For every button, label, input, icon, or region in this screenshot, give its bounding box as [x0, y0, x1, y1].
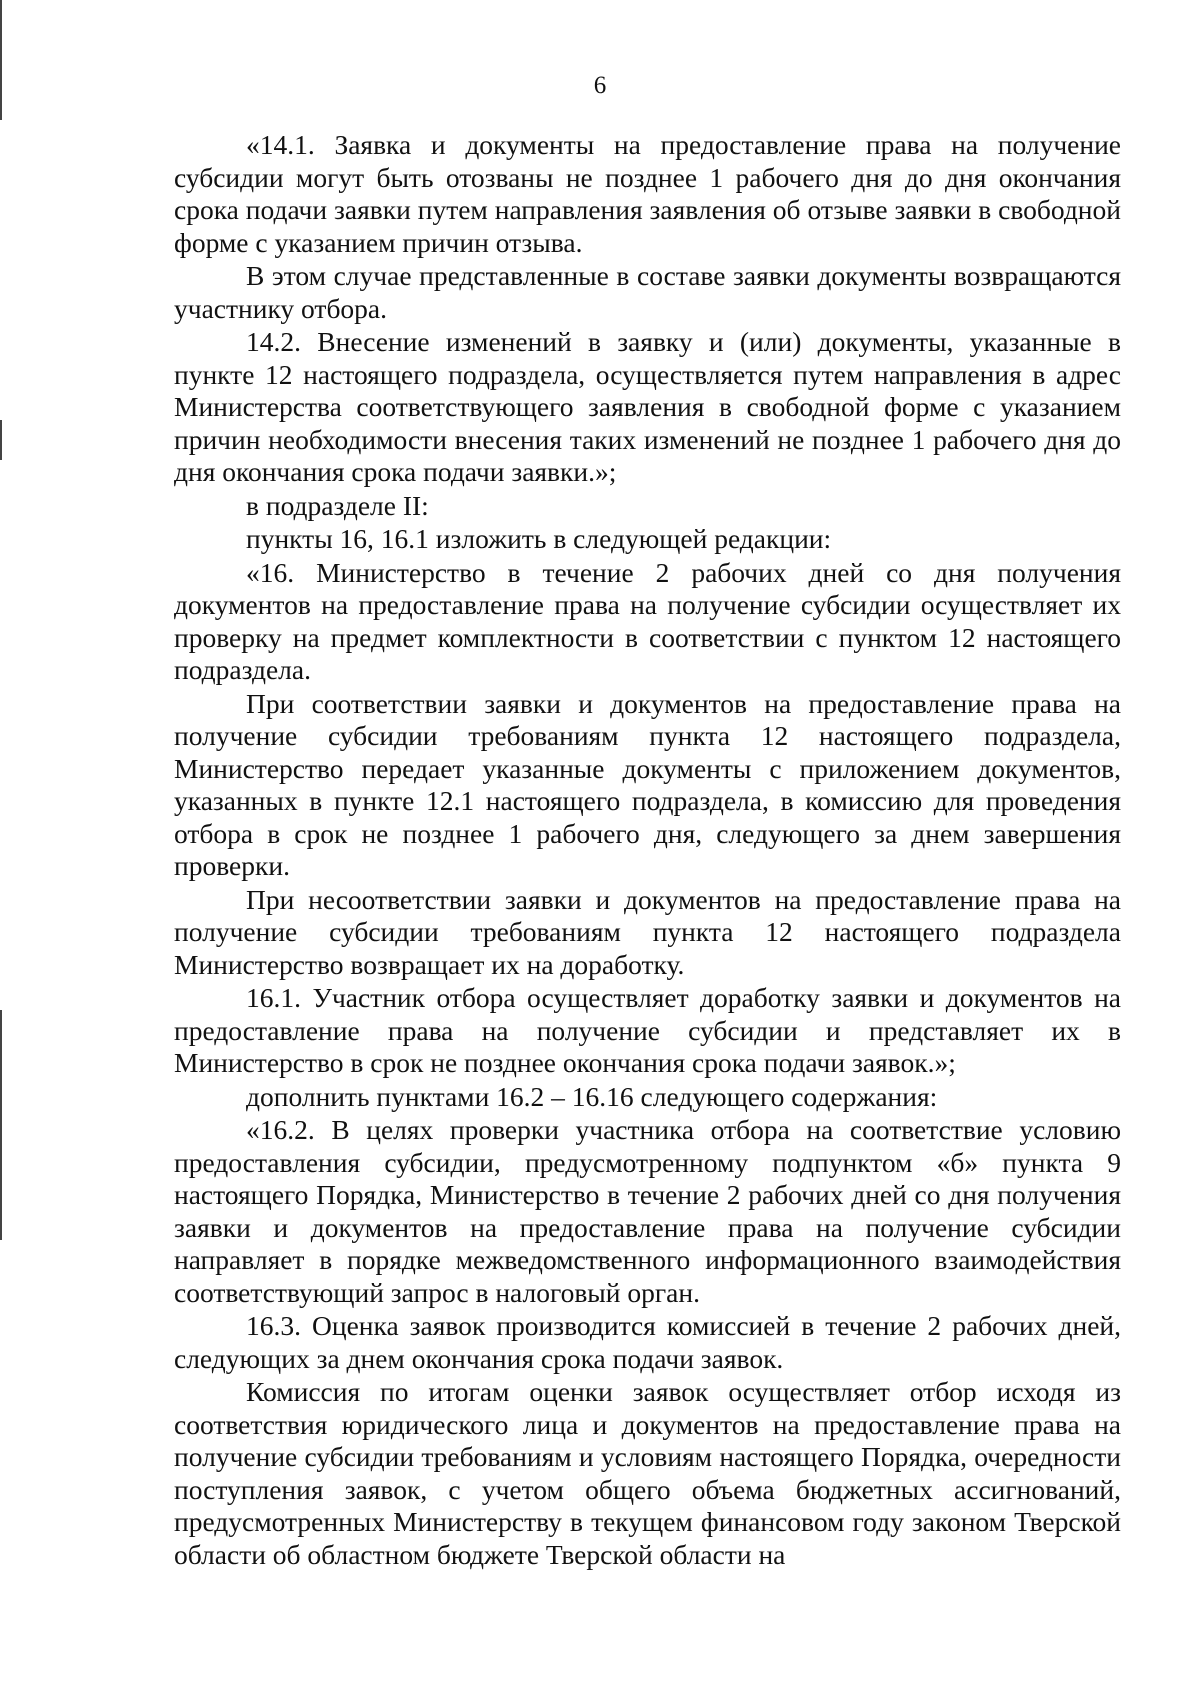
- paragraph-16-compliance: При соответствии заявки и документов на предоставление права на получение субсидии требованиям пункта 12 настоящего подраздела, Министерство передает указанные документы с приложением документов, указанных в пункте 12.1 настоящего подраздела, в комиссию для проведения отбора в срок не позднее 1 рабочего дня, следующего за днем завершения проверки.: [174, 687, 1121, 881]
- document-body: [174, 129, 1121, 1572]
- paragraph-16-2: «16.2. В целях проверки участника отбора на соответствие условию предоставления субсидии, предусмотренному подпунктом «б» пункта 9 настоящего Порядка, Министерство в течение 2 рабочих дней со дня получения заявки и документов на предоставление права на получение субсидии направляет в порядке межведомственного информационного взаимодействия соответствующий запрос в налоговый орган.: [174, 1114, 1121, 1308]
- paragraph-16-3: 16.3. Оценка заявок производится комиссией в течение 2 рабочих дней, следующих за днем окончания срока подачи заявок.: [174, 1310, 1121, 1374]
- paragraph-14-2: 14.2. Внесение изменений в заявку и (или) документы, указанные в пункте 12 настоящего подраздела, осуществляется путем направления в адрес Министерства соответствующего заявления в свободной форме с указанием причин необходимости внесения таких изменений не позднее 1 рабочего дня до дня окончания срока подачи заявки.»;: [174, 326, 1121, 487]
- page-number: 6: [593, 72, 607, 99]
- scan-edge-mark: [0, 420, 2, 460]
- paragraph-16: «16. Министерство в течение 2 рабочих дней со дня получения документов на предоставление права на получение субсидии осуществляет их проверку на предмет комплектности в соответствии с пунктом 12 настоящего подраздела.: [174, 556, 1121, 685]
- scan-edge-mark: [0, 1010, 2, 1240]
- paragraph-supplement-instruction: дополнить пунктами 16.2 – 16.16 следующего содержания:: [246, 1080, 938, 1112]
- paragraph-16-noncompliance: При несоответствии заявки и документов на предоставление права на получение субсидии требованиям пункта 12 настоящего подраздела Министерство возвращает их на доработку.: [174, 883, 1121, 980]
- paragraph-16-1: 16.1. Участник отбора осуществляет доработку заявки и документов на предоставление права на получение субсидии и представляет их в Министерство в срок не позднее окончания срока подачи заявок.»;: [174, 982, 1121, 1078]
- paragraph-items-16-instruction: пункты 16, 16.1 изложить в следующей редакции:: [246, 523, 832, 554]
- paragraph-14-1: «14.1. Заявка и документы на предоставление права на получение субсидии могут быть отозваны не позднее 1 рабочего дня до дня окончания срока подачи заявки путем направления заявления об отзыве заявки в свободной форме с указанием причин отзыва.: [174, 129, 1121, 258]
- paragraph-subsection-ii: в подразделе II:: [246, 489, 429, 521]
- paragraph-commission: Комиссия по итогам оценки заявок осуществляет отбор исходя из соответствия юридического лица и документов на предоставление права на получение субсидии требованиям и условиям настоящего Порядка, очередности поступления заявок, с учетом общего объема бюджетных ассигнований, предусмотренных Министерству в текущем финансовом году законом Тверской области об областном бюджете Тверской области на: [174, 1376, 1121, 1570]
- paragraph-documents-returned: В этом случае представленные в составе заявки документы возвращаются участнику отбора.: [174, 260, 1121, 324]
- scan-edge-mark: [0, 0, 2, 120]
